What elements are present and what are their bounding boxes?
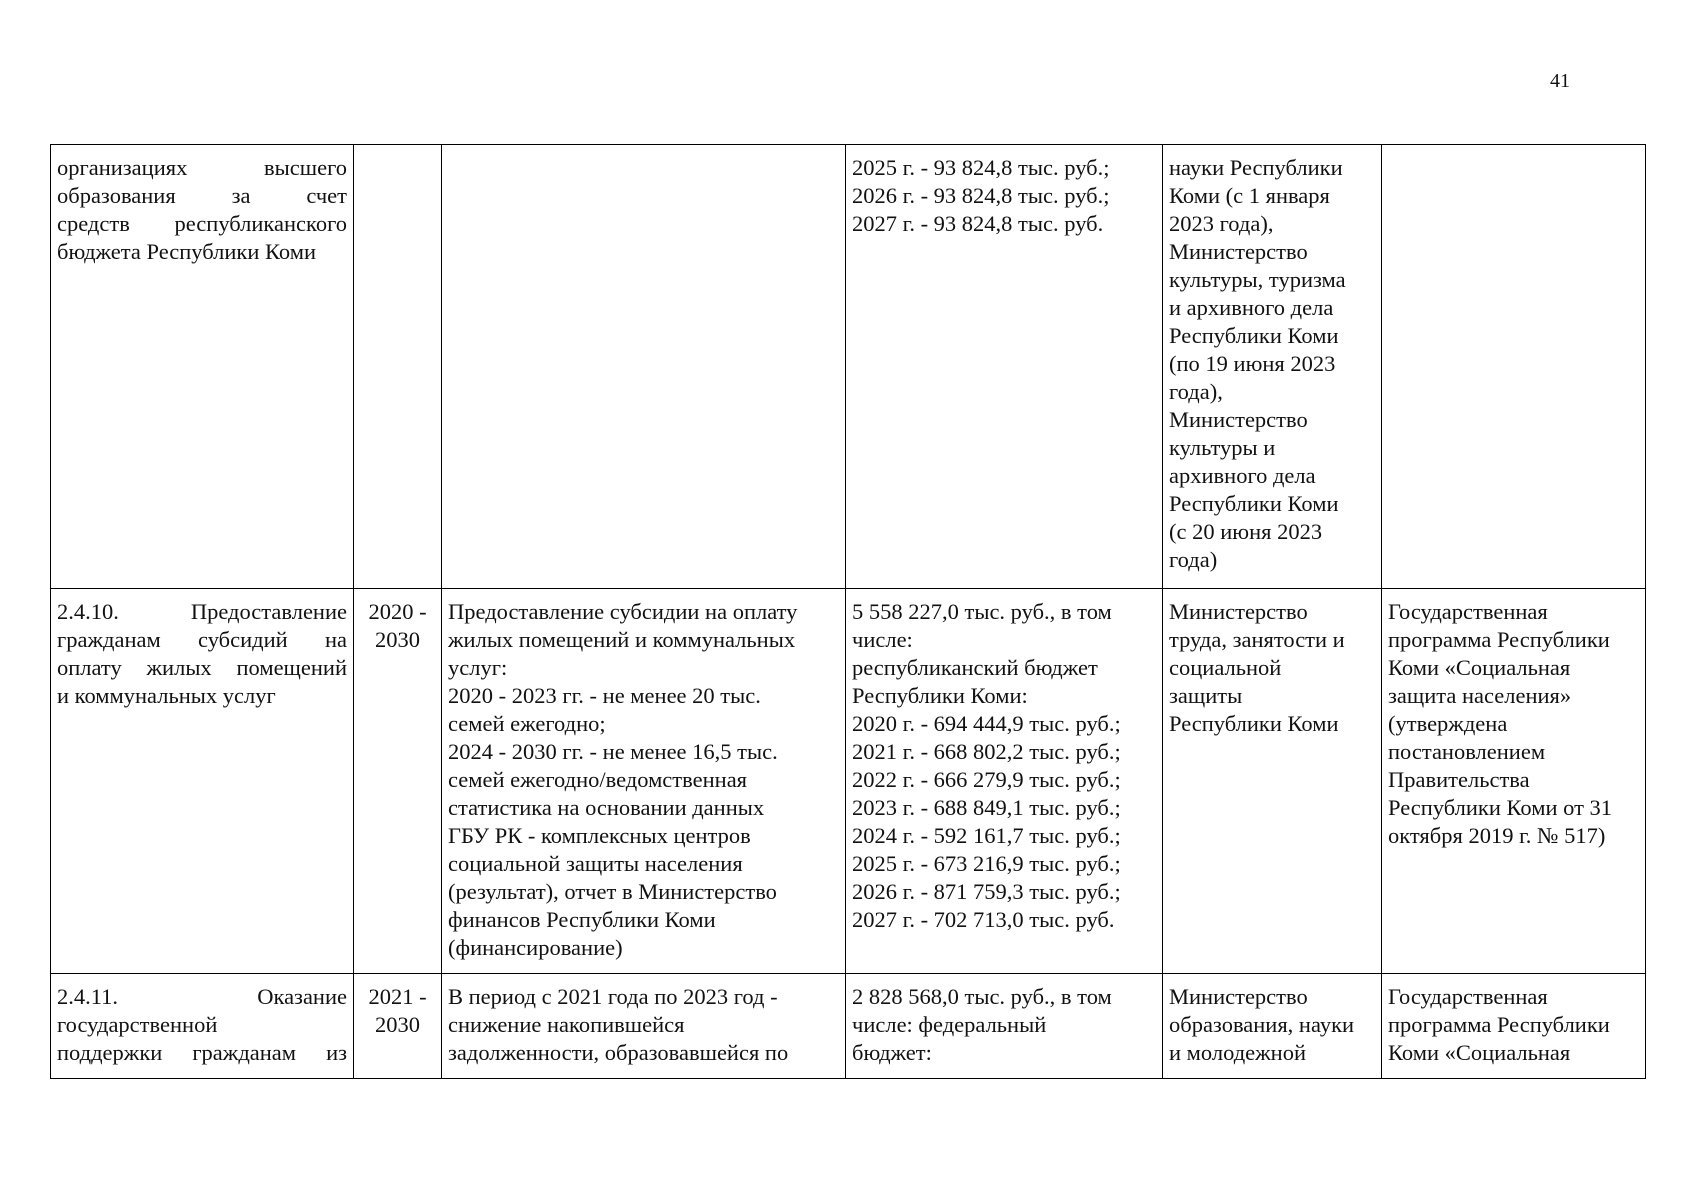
- table-row: [51, 145, 1646, 589]
- period-cell: 2021 - 2030: [354, 974, 442, 1079]
- indicator-cell: Предоставление субсидии на оплату жилых помещений и коммунальных услуг: 2020 - 2023 гг. - не менее 20 тыс. семей ежегодно; 2024 - 2030 гг. - не менее 16,5 тыс. семей ежегодно/ведомственная статистика на основании данных ГБУ РК - комплексных центров социальной защиты населения (результат), отчет в Министерство финансов Республики Коми (финансирование): [442, 589, 846, 974]
- table-row: [51, 974, 1646, 1079]
- funding-cell: 5 558 227,0 тыс. руб., в том числе: республиканский бюджет Республики Коми: 2020 г. - 694 444,9 тыс. руб.; 2021 г. - 668 802,2 тыс. руб.; 2022 г. - 666 279,9 тыс. руб.; 2023 г. - 688 849,1 тыс. руб.; 2024 г. - 592 161,7 тыс. руб.; 2025 г. - 673 216,9 тыс. руб.; 2026 г. - 871 759,3 тыс. руб.; 2027 г. - 702 713,0 тыс. руб.: [846, 589, 1163, 974]
- funding-cell: 2 828 568,0 тыс. руб., в том числе: федеральный бюджет:: [846, 974, 1163, 1079]
- executor-cell: Министерство образования, науки и молодежной: [1163, 974, 1382, 1079]
- executor-cell: науки Республики Коми (с 1 января 2023 года), Министерство культуры, туризма и архивного дела Республики Коми (по 19 июня 2023 года), Министерство культуры и архивного дела Республики Коми (с 20 июня 2023 года): [1163, 145, 1382, 589]
- table-row: [51, 589, 1646, 974]
- executor-cell: Министерство труда, занятости и социальной защиты Республики Коми: [1163, 589, 1382, 974]
- page-number: 41: [1550, 70, 1570, 92]
- measure-name-cell: 2.4.11. Оказание государственной поддержки гражданам из: [51, 974, 354, 1079]
- program-cell: Государственная программа Республики Коми «Социальная: [1382, 974, 1646, 1079]
- program-cell: [1382, 145, 1646, 589]
- period-cell: 2020 - 2030: [354, 589, 442, 974]
- program-cell: Государственная программа Республики Коми «Социальная защита населения» (утверждена постановлением Правительства Республики Коми от 31 октября 2019 г. № 517): [1382, 589, 1646, 974]
- period-cell: [354, 145, 442, 589]
- measure-name-cell: организациях высшего образования за счет средств республиканского бюджета Республики Коми: [51, 145, 354, 589]
- funding-cell: 2025 г. - 93 824,8 тыс. руб.; 2026 г. - 93 824,8 тыс. руб.; 2027 г. - 93 824,8 тыс. руб.: [846, 145, 1163, 589]
- indicator-cell: В период с 2021 года по 2023 год - снижение накопившейся задолженности, образовавшейся по: [442, 974, 846, 1079]
- indicator-cell: [442, 145, 846, 589]
- program-table: [50, 144, 1646, 1079]
- measure-name-cell: 2.4.10. Предоставление гражданам субсидий на оплату жилых помещений и коммунальных услуг: [51, 589, 354, 974]
